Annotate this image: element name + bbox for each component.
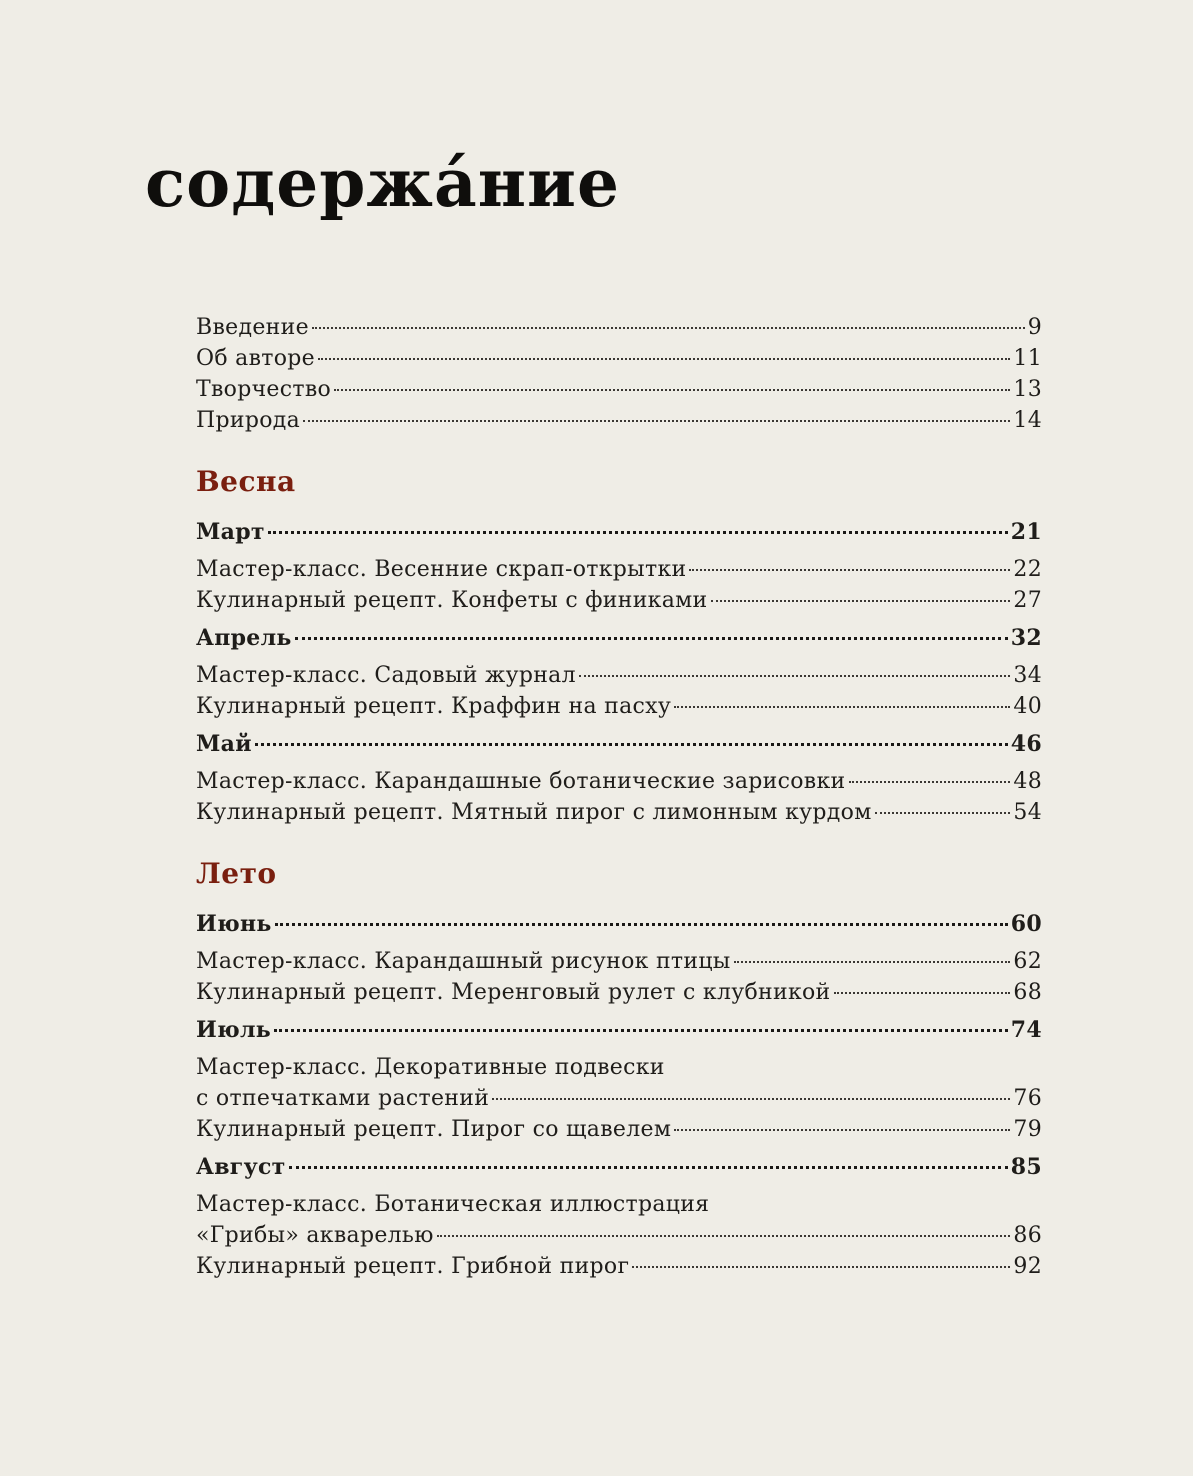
toc-month-page: 32: [1010, 625, 1042, 651]
toc-month-label: Май: [196, 731, 252, 757]
dot-leader: [689, 569, 1010, 571]
toc-month-label: Июль: [196, 1017, 271, 1043]
toc-entry-label: Мастер-класс. Весенние скрап-открытки: [196, 557, 687, 582]
dot-leader: [734, 961, 1011, 963]
toc-month-page: 85: [1010, 1154, 1042, 1180]
toc-entry[interactable]: [196, 554, 1042, 585]
toc-month-label: Март: [196, 519, 265, 545]
toc-entry[interactable]: [196, 1220, 1042, 1251]
season-heading-summer[interactable]: Лето: [196, 857, 277, 890]
toc-entry-intro[interactable]: [196, 312, 1042, 343]
dot-leader: [674, 706, 1010, 708]
toc-entry[interactable]: [196, 977, 1042, 1008]
dot-leader: [579, 675, 1011, 677]
toc-entry-page: 76: [1013, 1086, 1042, 1111]
dot-leader: [289, 1166, 1008, 1169]
toc-entry[interactable]: [196, 691, 1042, 722]
toc-entry[interactable]: [196, 1083, 1042, 1114]
toc-entry-page: 54: [1013, 800, 1042, 825]
dot-leader: [711, 600, 1011, 602]
toc-entry-label-line1[interactable]: Мастер-класс. Декоративные подвески: [196, 1055, 665, 1080]
dot-leader: [437, 1235, 1011, 1237]
season-heading-spring[interactable]: Весна: [196, 465, 296, 498]
toc-entry-label: Кулинарный рецепт. Грибной пирог: [196, 1254, 630, 1279]
toc-entry-page: 27: [1013, 588, 1042, 613]
toc-entry-creativity[interactable]: [196, 374, 1042, 405]
toc-entry[interactable]: [196, 797, 1042, 828]
table-of-contents: [196, 312, 1042, 1282]
toc-entry[interactable]: [196, 766, 1042, 797]
toc-entry-page: 48: [1013, 769, 1042, 794]
toc-entry-label: с отпечатками растений: [196, 1086, 490, 1111]
toc-entry-label: Кулинарный рецепт. Пирог со щавелем: [196, 1117, 672, 1142]
toc-entry-label: Мастер-класс. Садовый журнал: [196, 663, 576, 688]
toc-month-june[interactable]: [196, 906, 1042, 942]
toc-entry-page: 62: [1013, 949, 1042, 974]
dot-leader: [334, 389, 1010, 391]
toc-entry-label: Природа: [196, 408, 301, 433]
toc-month-page: 60: [1010, 911, 1042, 937]
toc-month-page: 74: [1010, 1017, 1042, 1043]
toc-entry-label: «Грибы» акварелью: [196, 1223, 434, 1248]
toc-entry[interactable]: [196, 1114, 1042, 1145]
toc-month-label: Апрель: [196, 625, 292, 651]
dot-leader: [632, 1266, 1010, 1268]
toc-entry[interactable]: [196, 946, 1042, 977]
dot-leader: [268, 531, 1008, 534]
toc-entry-label: Кулинарный рецепт. Мятный пирог с лимонным курдом: [196, 800, 872, 825]
toc-entry-page: 34: [1013, 663, 1042, 688]
toc-month-august[interactable]: [196, 1149, 1042, 1185]
toc-entry-label: Кулинарный рецепт. Конфеты с финиками: [196, 588, 708, 613]
toc-month-label: Август: [196, 1154, 286, 1180]
toc-entry-label: Кулинарный рецепт. Краффин на пасху: [196, 694, 672, 719]
dot-leader: [312, 327, 1025, 329]
toc-month-page: 21: [1010, 519, 1042, 545]
toc-entry-page: 11: [1013, 346, 1042, 371]
toc-entry-page: 13: [1013, 377, 1042, 402]
dot-leader: [274, 1029, 1008, 1032]
toc-entry-label: Об авторе: [196, 346, 315, 371]
dot-leader: [492, 1098, 1010, 1100]
toc-entry-nature[interactable]: [196, 405, 1042, 436]
toc-month-may[interactable]: [196, 726, 1042, 762]
toc-entry-label: Творчество: [196, 377, 332, 402]
toc-entry-page: 86: [1013, 1223, 1042, 1248]
toc-entry-page: 14: [1013, 408, 1042, 433]
toc-entry-label: Введение: [196, 315, 309, 340]
dot-leader: [834, 992, 1011, 994]
dot-leader: [255, 743, 1008, 746]
toc-entry-label: Мастер-класс. Карандашные ботанические зарисовки: [196, 769, 846, 794]
toc-entry[interactable]: [196, 660, 1042, 691]
toc-month-march[interactable]: [196, 514, 1042, 550]
toc-entry-page: 22: [1013, 557, 1042, 582]
toc-entry-page: 79: [1013, 1117, 1042, 1142]
toc-entry[interactable]: [196, 1251, 1042, 1282]
toc-month-april[interactable]: [196, 620, 1042, 656]
dot-leader: [318, 358, 1010, 360]
toc-month-page: 46: [1010, 731, 1042, 757]
dot-leader: [875, 812, 1011, 814]
toc-month-label: Июнь: [196, 911, 272, 937]
page-title: содержáние: [145, 144, 620, 222]
dot-leader: [849, 781, 1011, 783]
dot-leader: [303, 420, 1010, 422]
toc-entry-about-author[interactable]: [196, 343, 1042, 374]
toc-entry-label: Мастер-класс. Карандашный рисунок птицы: [196, 949, 731, 974]
dot-leader: [674, 1129, 1010, 1131]
dot-leader: [275, 923, 1008, 926]
toc-entry-page: 9: [1027, 315, 1042, 340]
toc-entry[interactable]: [196, 585, 1042, 616]
toc-month-july[interactable]: [196, 1012, 1042, 1048]
toc-entry-label: Кулинарный рецепт. Меренговый рулет с клубникой: [196, 980, 831, 1005]
dot-leader: [295, 637, 1008, 640]
toc-entry-page: 68: [1013, 980, 1042, 1005]
toc-entry-label-line1[interactable]: Мастер-класс. Ботаническая иллюстрация: [196, 1192, 710, 1217]
toc-entry-page: 92: [1013, 1254, 1042, 1279]
toc-entry-page: 40: [1013, 694, 1042, 719]
